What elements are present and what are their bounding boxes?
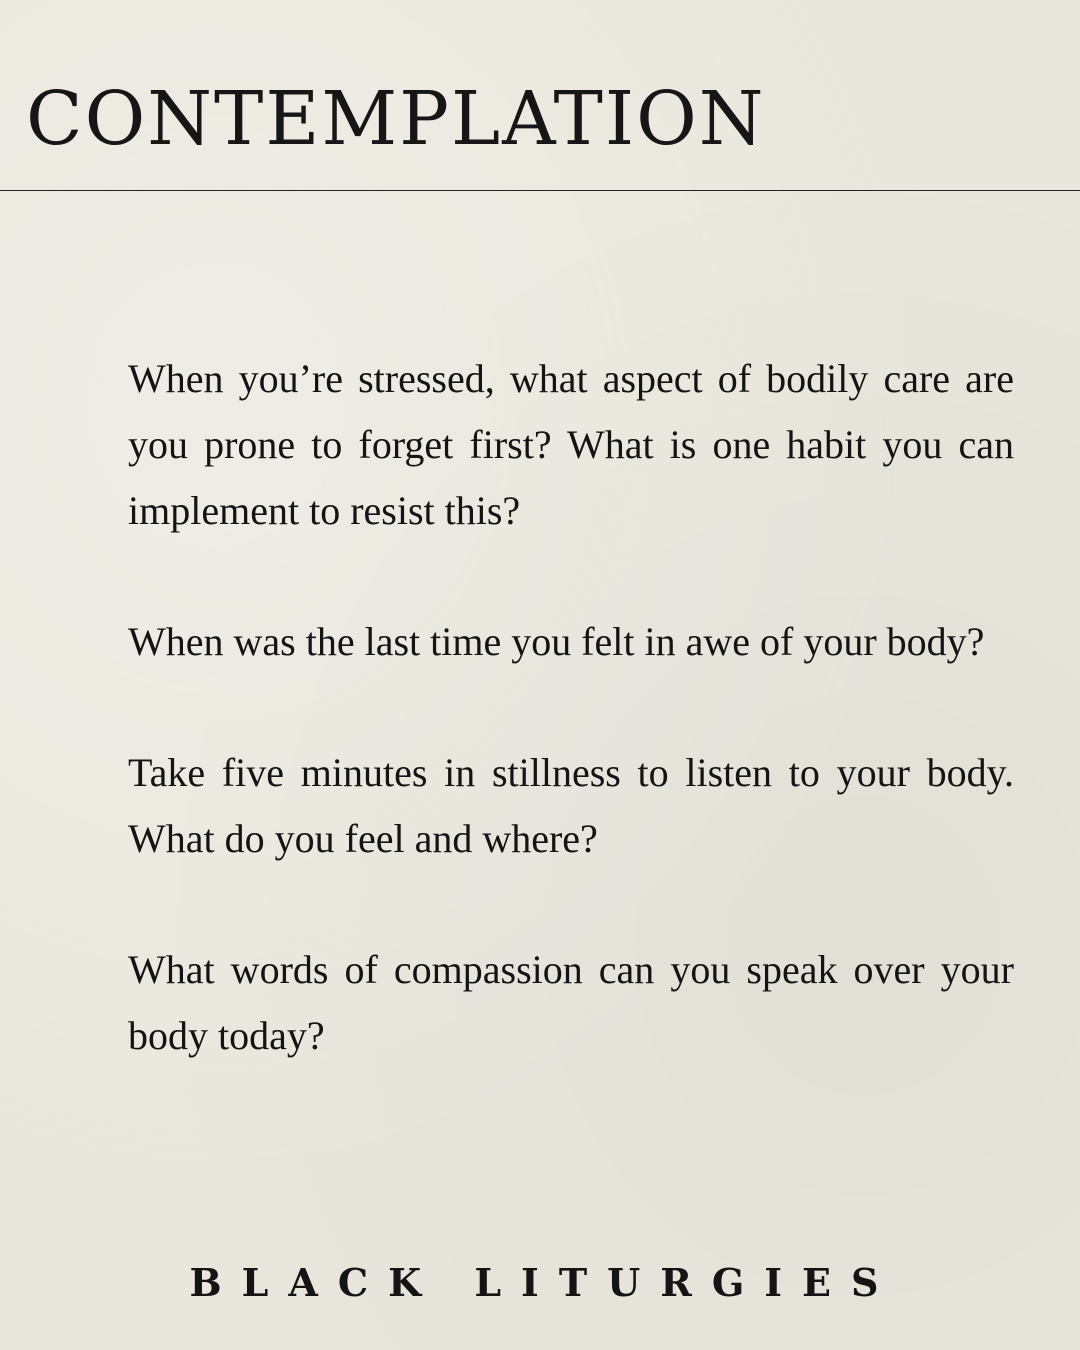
prompt-item: When you’re stressed, what aspect of bodily care are you prone to forget first? What is one habit you can implement to resist this?	[128, 356, 1014, 533]
brand-wordmark: BLACK LITURGIES	[189, 1260, 899, 1305]
prompt-item: What words of compassion can you speak over your body today?	[128, 947, 1014, 1058]
prompt-list	[128, 346, 1014, 1069]
prompt-item: Take five minutes in stillness to listen to your body. What do you feel and where?	[128, 750, 1014, 861]
prompt-item: When was the last time you felt in awe of your body?	[128, 619, 985, 664]
title-divider	[0, 190, 1080, 191]
page-title: CONTEMPLATION	[26, 76, 766, 162]
